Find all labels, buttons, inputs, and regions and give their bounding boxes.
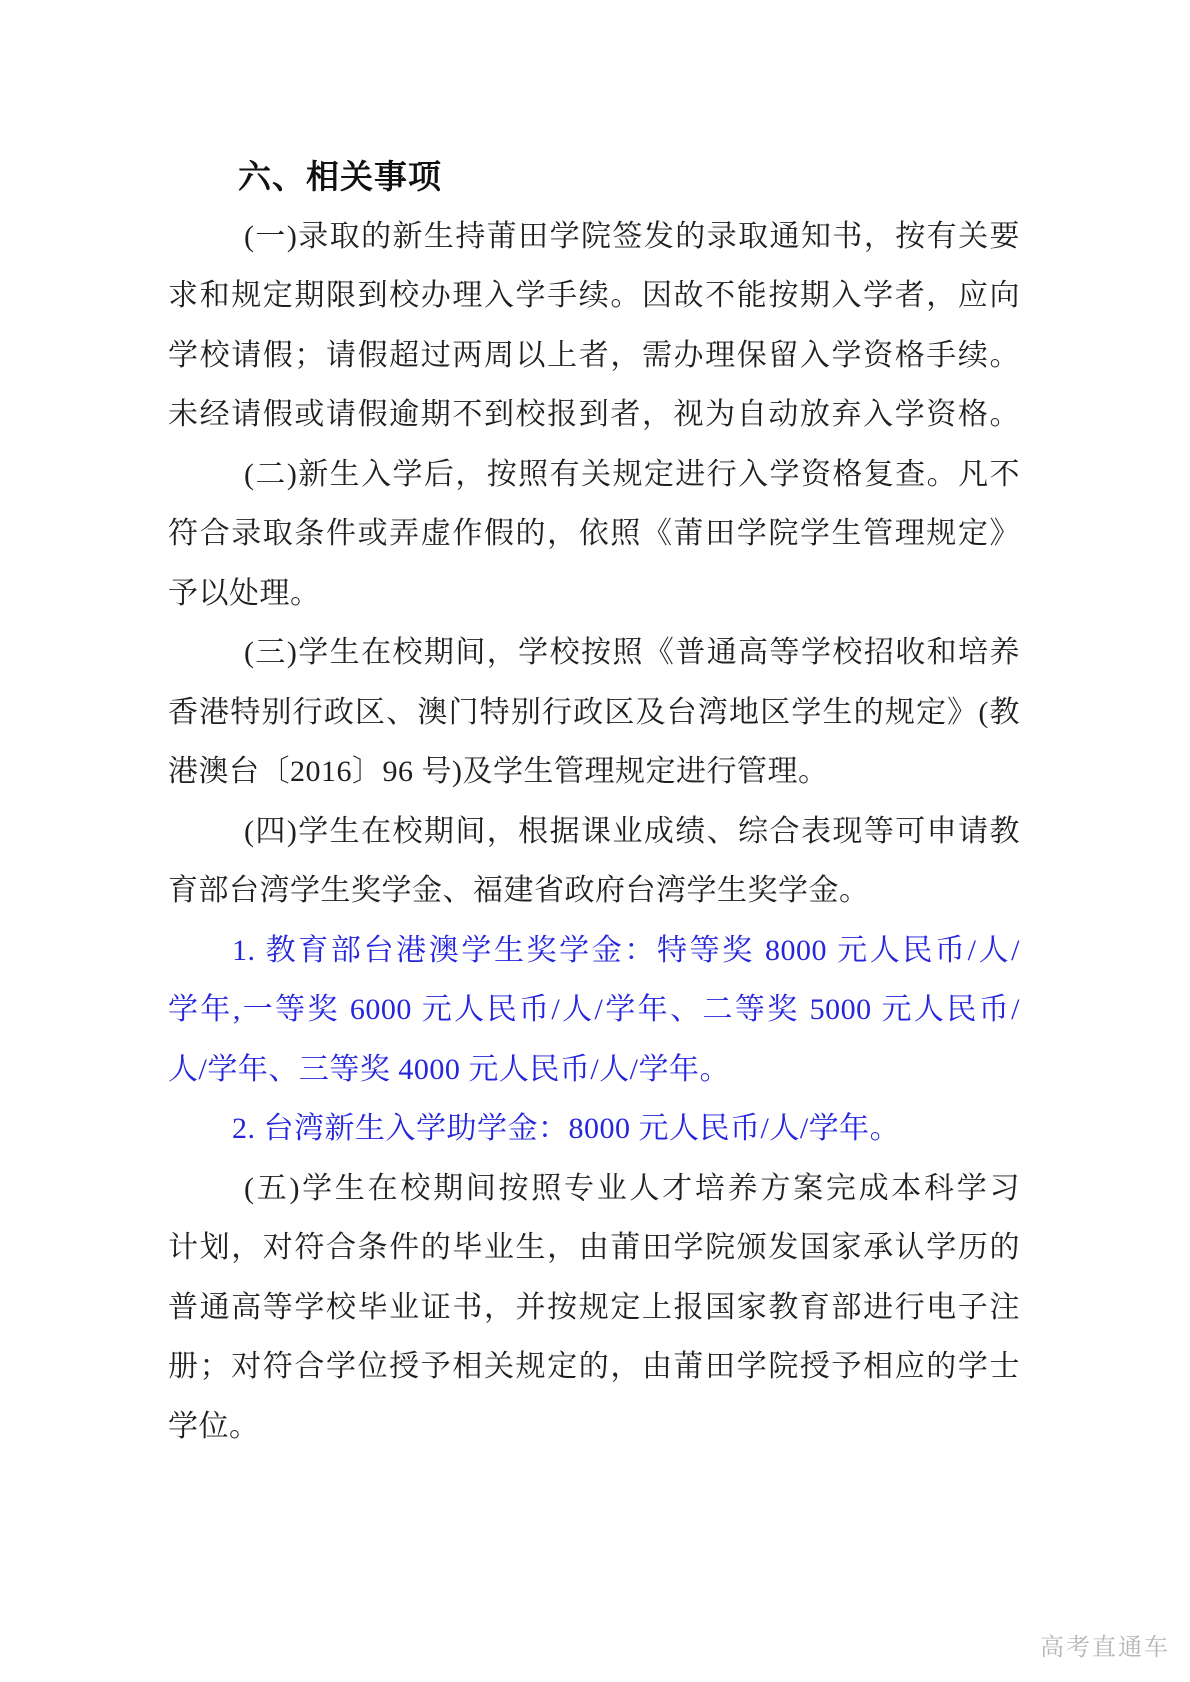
text-line: (二)新生入学后，按照有关规定进行入学资格复查。凡不 <box>244 457 1020 491</box>
text-line: 育部台湾学生奖学金、福建省政府台湾学生奖学金。 <box>168 874 870 907</box>
document-body <box>168 147 1020 1456</box>
text-line: (四)学生在校期间，根据课业成绩、综合表现等可申请教 <box>244 814 1020 848</box>
text-line: 1. 教育部台港澳学生奖学金：特等奖 8000 元人民币/人/ <box>232 933 1020 967</box>
text-line: (三)学生在校期间，学校按照《普通高等学校招收和培养 <box>244 636 1020 669</box>
text-line: 学年,一等奖 6000 元人民币/人/学年、二等奖 5000 元人民币/ <box>168 993 1020 1026</box>
watermark-text: 高考直通车 <box>1040 1634 1170 1661</box>
text-line: 学位。 <box>168 1409 260 1443</box>
text-line: 予以处理。 <box>168 576 321 610</box>
section-heading: 六、相关事项 <box>238 158 442 195</box>
text-line: 符合录取条件或弄虚作假的，依照《莆田学院学生管理规定》 <box>168 517 1020 550</box>
text-line: 普通高等学校毕业证书，并按规定上报国家教育部进行电子注 <box>168 1290 1020 1324</box>
text-line: 求和规定期限到校办理入学手续。因故不能按期入学者，应向 <box>168 279 1020 312</box>
text-line: 学校请假；请假超过两周以上者，需办理保留入学资格手续。 <box>168 338 1020 372</box>
text-line: 计划，对符合条件的毕业生，由莆田学院颁发国家承认学历的 <box>168 1231 1020 1264</box>
text-line: (一)录取的新生持莆田学院签发的录取通知书，按有关要 <box>244 219 1020 253</box>
text-line: 港澳台〔2016〕96 号)及学生管理规定进行管理。 <box>168 755 829 788</box>
text-line: 人/学年、三等奖 4000 元人民币/人/学年。 <box>168 1052 731 1086</box>
text-line: 2. 台湾新生入学助学金：8000 元人民币/人/学年。 <box>232 1112 901 1145</box>
text-line: 册；对符合学位授予相关规定的，由莆田学院授予相应的学士 <box>168 1350 1020 1383</box>
text-line: (五)学生在校期间按照专业人才培养方案完成本科学习 <box>244 1171 1020 1205</box>
text-line: 未经请假或请假逾期不到校报到者，视为自动放弃入学资格。 <box>168 398 1020 431</box>
paragraph-lines <box>168 207 1020 1457</box>
text-line: 香港特别行政区、澳门特别行政区及台湾地区学生的规定》(教 <box>168 695 1020 729</box>
